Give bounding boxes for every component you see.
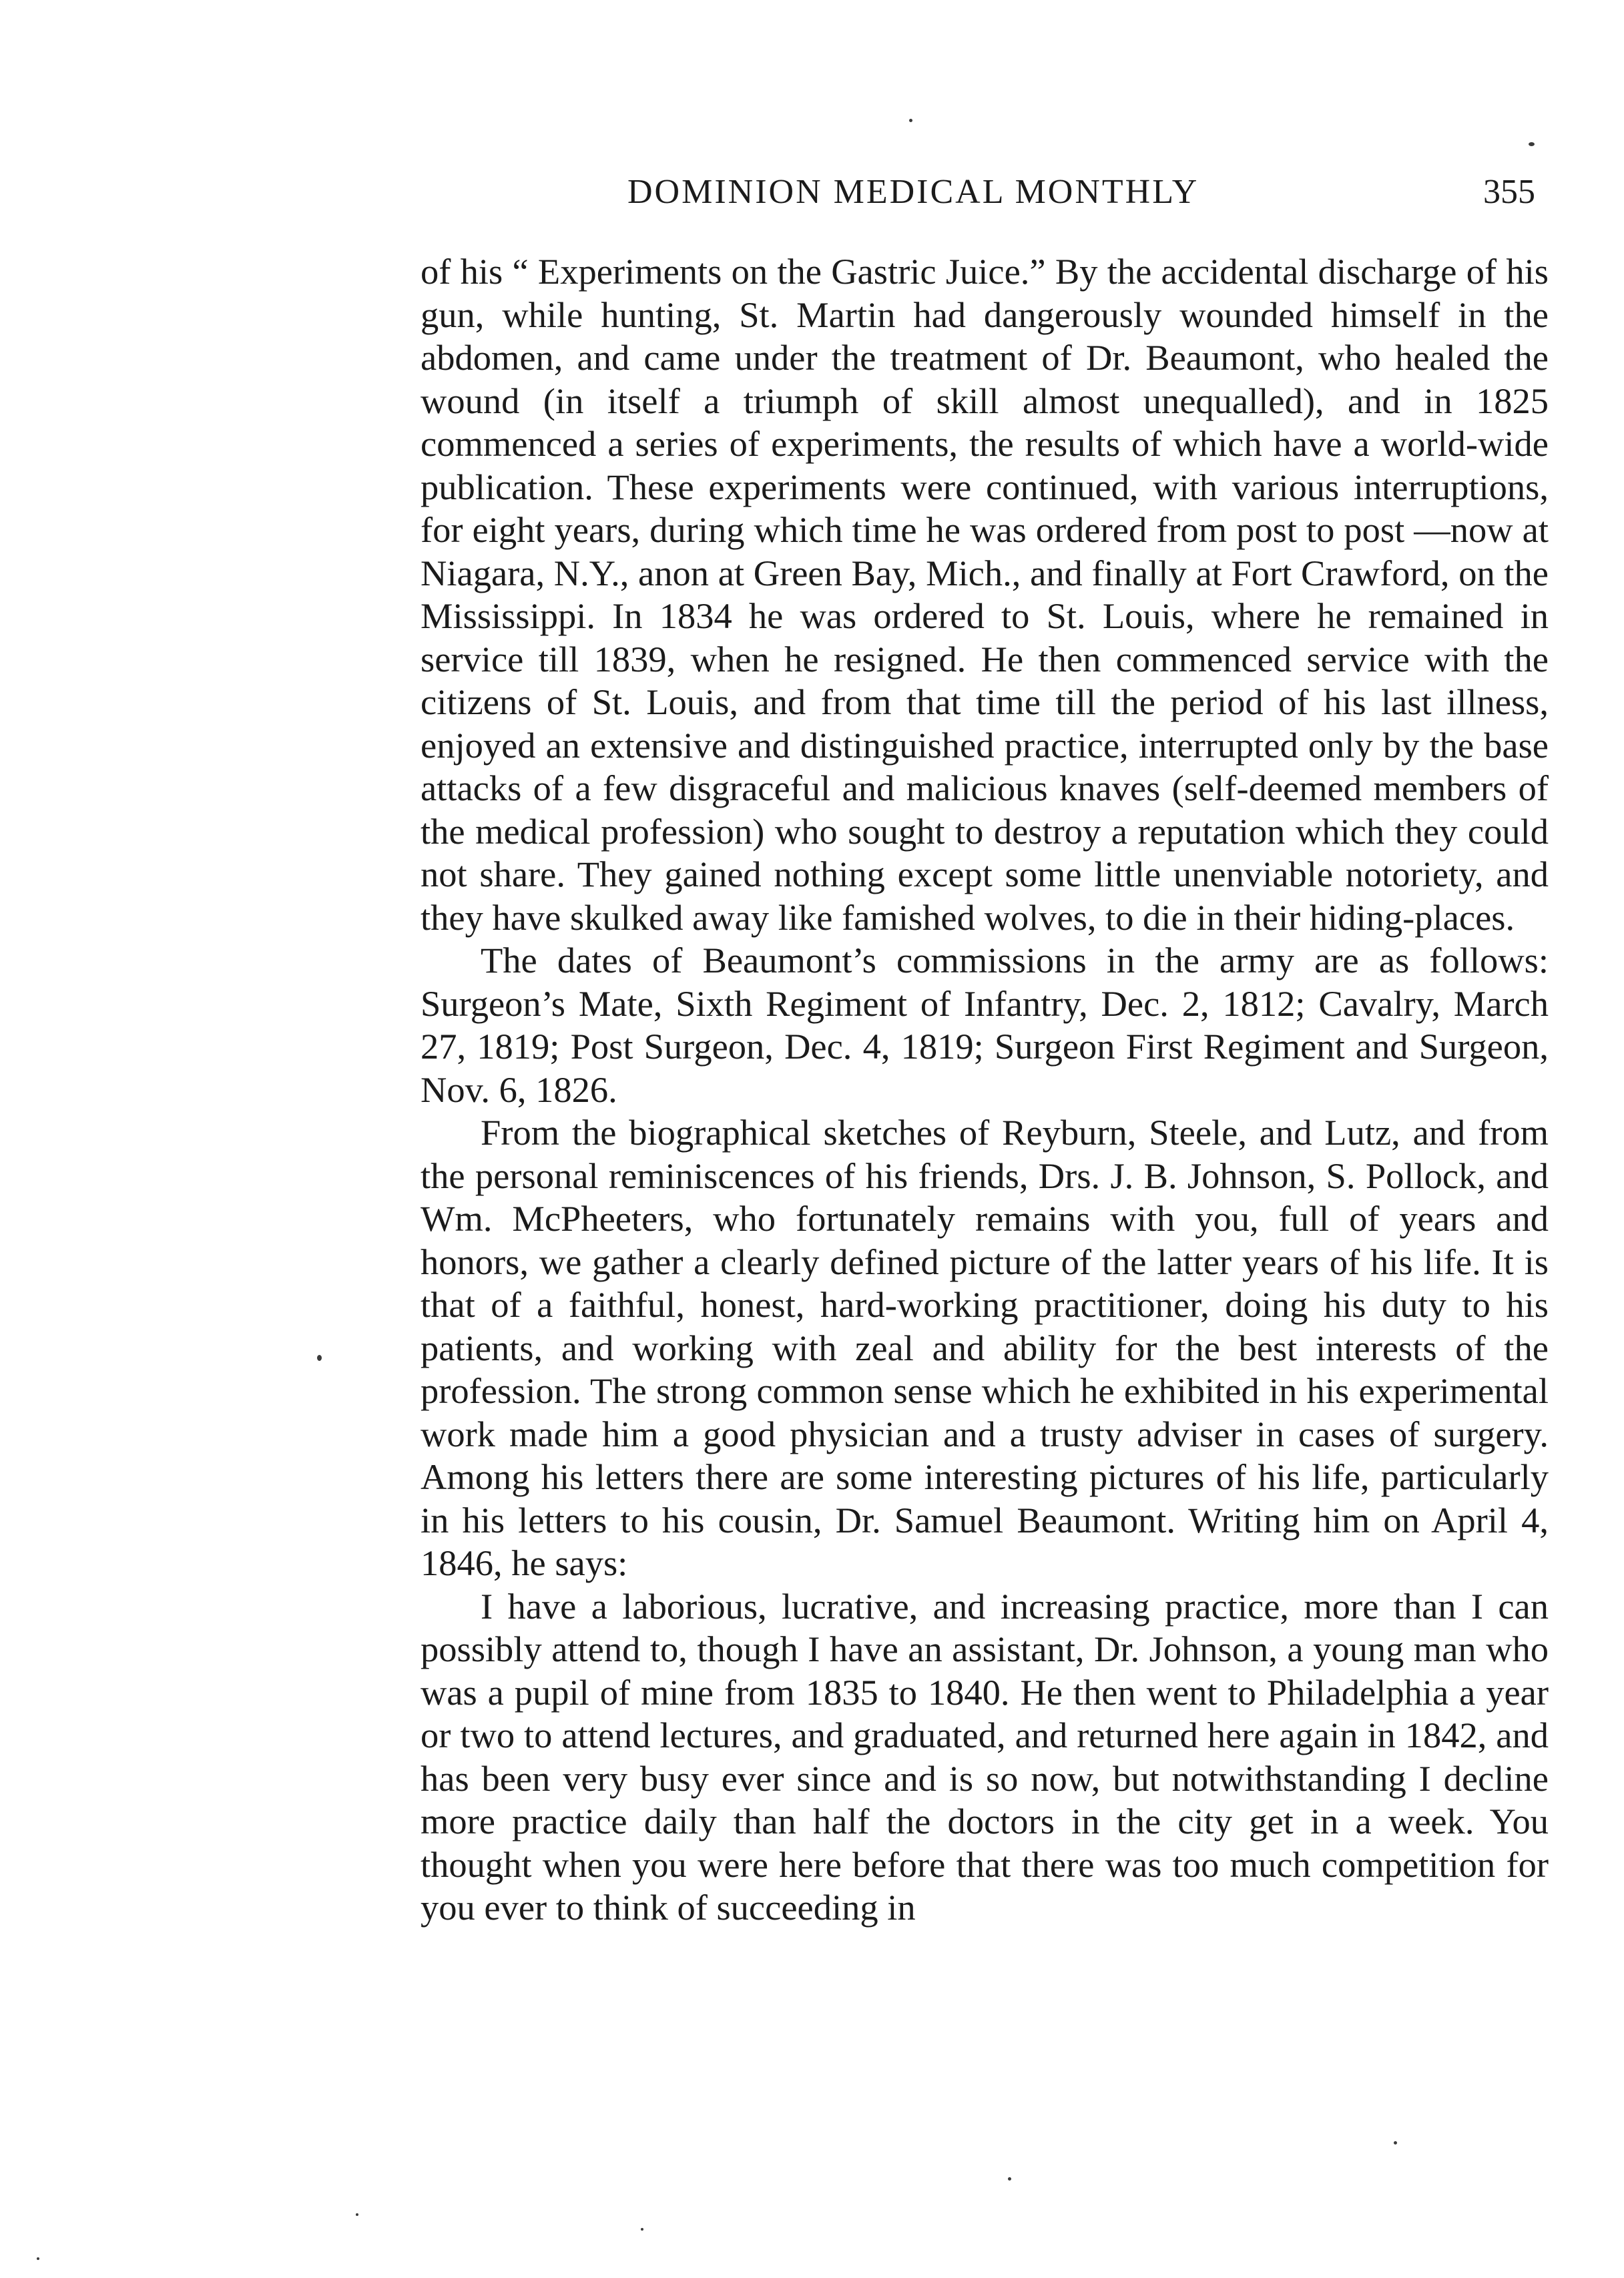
paragraph-biography: From the biographical sketches of Reyburn, Steele, and Lutz, and from the personal reminiscences of his friends, Drs. J. B. Johnson, S. Pollock, and Wm. McPheeters, who fortunately remains with you, full of years and honors, we gather a clearly defined picture of the latter years of his life. It is that of a faithful, honest, hard-working practitioner, doing his duty to his patients, and working with zeal and ability for the best interests of the profession. The strong common sense which he exhibited in his experimental work made him a good physician and a trusty adviser in cases of surgery. Among his letters there are some interesting pictures of his life, particularly in his letters to his cousin, Dr. Samuel Beaumont. Writing him on April 4, 1846, he says: bbox=[421, 1112, 1549, 1583]
paragraph-continued: of his “ Experiments on the Gastric Juice.” By the accidental discharge of his gun, while hunting, St. Martin had dangerously wounded himself in the abdomen, and came under the treatment of Dr. Beaumont, who healed the wound (in itself a triumph of skill almost unequalled), and in 1825 commenced a series of experiments, the results of which have a world-wide publication. These experiments were continued, with various interruptions, for eight years, during which time he was ordered from post to post —now at Niagara, N.Y., anon at Green Bay, Mich., and finally at Fort Crawford, on the Mississippi. In 1834 he was ordered to St. Louis, where he remained in service till 1839, when he resigned. He then commenced service with the citizens of St. Louis, and from that time till the period of his last illness, enjoyed an extensive and distinguished practice, interrupted only by the base attacks of a few disgraceful and malicious knaves (self-deemed members of the medical profession) who sought to destroy a reputation which they could not share. They gained nothing except some little unenviable notoriety, and they have skulked away like famished wolves, to die in their hiding-places. bbox=[421, 251, 1549, 938]
scan-speck bbox=[356, 2213, 358, 2216]
body-text bbox=[421, 250, 1549, 1930]
running-title: DOMINION MEDICAL MONTHLY bbox=[627, 173, 1199, 211]
scan-speck bbox=[1529, 142, 1535, 146]
scan-speck bbox=[1394, 2141, 1397, 2145]
page-number: 355 bbox=[1483, 173, 1535, 211]
paragraph-letter-quote: I have a laborious, lucrative, and increasing practice, more than I can possibly attend to, though I have an assistant, Dr. Johnson, a young man who was a pupil of mine from 1835 to 1840. He then went to Philadelphia a year or two to attend lectures, and graduated, and returned here again in 1842, and has been very busy ever since and is so now, but notwithstanding I decline more practice daily than half the doctors in the city get in a week. You thought when you were here before that there was too much competition for you ever to think of succeeding in bbox=[421, 1585, 1549, 1928]
paragraph-commissions: The dates of Beaumont’s commissions in the army are as follows: Surgeon’s Mate, Sixth Regiment of Infantry, Dec. 2, 1812; Cavalry, March 27, 1819; Post Surgeon, Dec. 4, 1819; Surgeon First Regiment and Surgeon, Nov. 6, 1826. bbox=[421, 940, 1549, 1110]
scan-speck bbox=[37, 2257, 39, 2260]
scan-speck bbox=[1008, 2177, 1011, 2181]
scan-speck bbox=[909, 119, 912, 122]
scan-speck bbox=[641, 2228, 643, 2231]
page-header bbox=[421, 172, 1549, 226]
scan-speck bbox=[317, 1355, 322, 1361]
